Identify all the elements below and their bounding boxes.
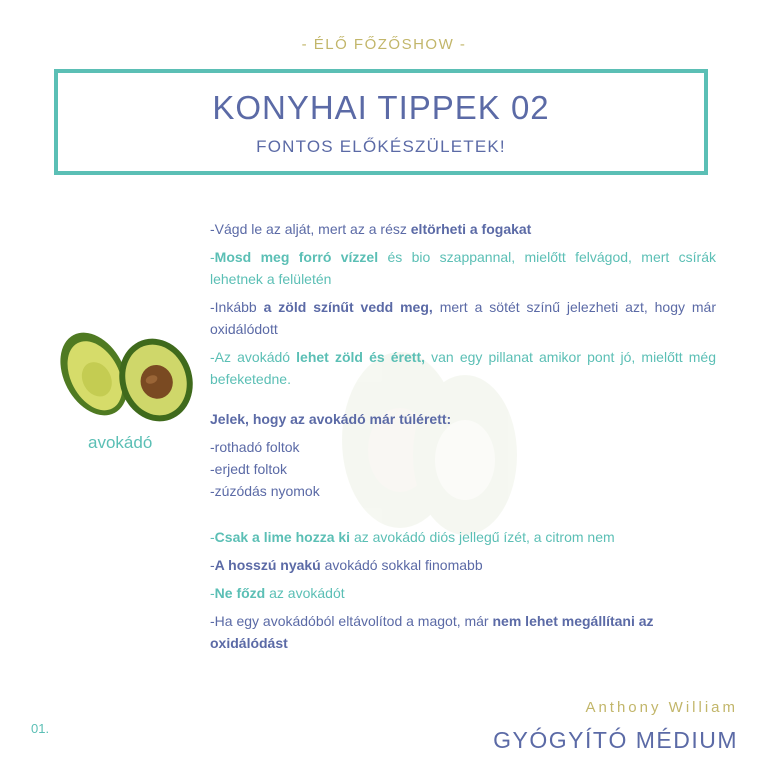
tip-text: az avokádó diós jellegű ízét, a citrom nem <box>350 529 615 545</box>
tip-emphasis: Ne főzd <box>214 585 266 601</box>
tip-text: -Az avokádó <box>210 349 297 365</box>
tip-emphasis: Mosd meg forró vízzel <box>214 249 379 265</box>
tip-text: -Ha egy avokádóból eltávolítod a magot, már <box>210 613 493 629</box>
tip-emphasis: eltörheti a fogakat <box>410 221 532 237</box>
avocado-icon <box>56 322 196 427</box>
overripe-sign: -erjedt foltok <box>210 461 288 477</box>
page-subtitle: FONTOS ELŐKÉSZÜLETEK! <box>256 137 506 156</box>
avocado-caption: avokádó <box>88 433 153 452</box>
overripe-heading: Jelek, hogy az avokádó már túlérett: <box>210 411 452 427</box>
tip-emphasis: nem lehet megállítani az oxidálódást <box>210 613 654 651</box>
tip-lime <box>210 526 716 548</box>
tip-text: és bio szappannal, mielőtt felvágod, mert csírák lehetnek a felületén <box>210 249 716 287</box>
title-frame <box>54 69 708 175</box>
tip-long-neck <box>210 554 716 576</box>
page-title: KONYHAI TIPPEK 02 <box>212 89 550 126</box>
brand-title: GYÓGYÍTÓ MÉDIUM <box>493 727 738 753</box>
tip-text: - <box>210 529 215 545</box>
tip-emphasis: Csak a lime hozza ki <box>214 529 351 545</box>
tip-text: mert a sötét színű jelezheti azt, hogy már oxidálódott <box>210 299 716 337</box>
tip-no-cook <box>210 582 716 604</box>
tip-wash <box>210 246 716 290</box>
tip-oxidation <box>210 610 716 654</box>
brand-author: Anthony William <box>585 699 738 716</box>
tip-text: -Vágd le az alját, mert az a rész <box>210 221 411 237</box>
tip-text: van egy pillanat amikor pont jó, mielőtt még befeketedne. <box>210 349 716 387</box>
tip-cut-bottom <box>210 218 716 240</box>
show-kicker: - ÉLŐ FŐZŐSHOW - <box>301 36 467 53</box>
tip-text: avokádó sokkal finomabb <box>320 557 483 573</box>
overripe-sign: -rothadó foltok <box>210 439 300 455</box>
tip-text: -Inkább <box>210 299 264 315</box>
tip-text: - <box>210 249 215 265</box>
tip-text: - <box>210 585 215 601</box>
page-number: 01. <box>31 721 50 736</box>
tip-ripeness <box>210 346 716 390</box>
tip-emphasis: lehet zöld és érett, <box>296 349 426 365</box>
tip-text: az avokádót <box>265 585 345 601</box>
overripe-sign: -zúzódás nyomok <box>210 483 320 499</box>
tips-content <box>210 218 716 654</box>
tip-emphasis: A hosszú nyakú <box>214 557 321 573</box>
tip-emphasis: a zöld színűt vedd meg, <box>263 299 433 315</box>
tip-buy-green <box>210 296 716 340</box>
tip-text: - <box>210 557 215 573</box>
